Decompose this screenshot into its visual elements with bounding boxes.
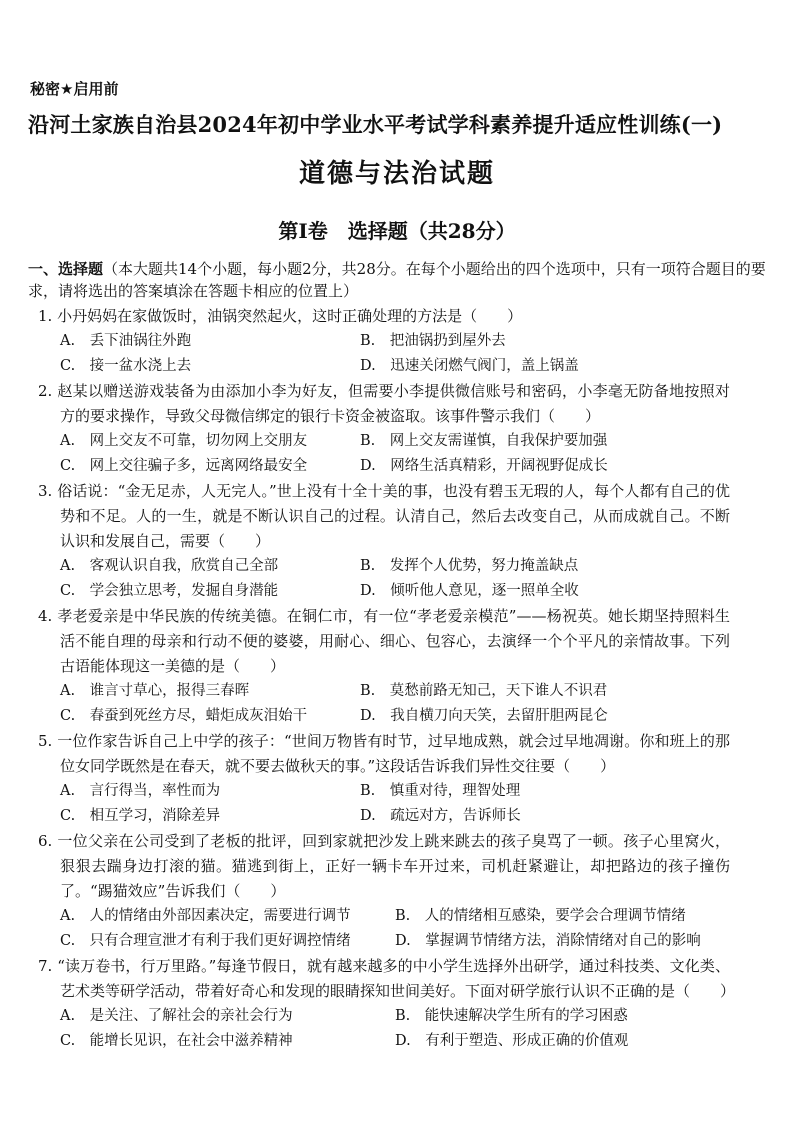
option-c: C. 春蚕到死丝方尽，蜡炬成灰泪始干	[60, 708, 308, 724]
option-c: C. 能增长见识，在社会中滋养精神	[60, 1033, 293, 1049]
question-stem: 7. “读万卷书，行万里路。”每逢节假日，就有越来越多的中小学生选择外出研学，通过科技类、文化类、艺术类等研学活动，带着好奇心和发现的眼睛探知世间美好。下面对研学旅行认识不正确的是（ ）	[38, 957, 736, 1000]
section-instructions	[28, 258, 768, 302]
confidential-label: 秘密★启用前	[30, 80, 119, 98]
exam-main-title: 沿河土家族自治县2024年初中学业水平考试学科素养提升适应性训练(一)	[28, 112, 723, 137]
option-a: A. 丢下油锅往外跑	[60, 333, 192, 349]
question-1	[38, 304, 730, 379]
option-d: D. 倾听他人意见，逐一照单全收	[360, 583, 579, 599]
option-b: B. 莫愁前路无知己，天下谁人不识君	[360, 683, 608, 699]
option-b: B. 人的情绪相互感染，要学会合理调节情绪	[395, 908, 686, 924]
question-number: 2.	[38, 382, 53, 400]
option-c: C. 接一盆水浇上去	[60, 358, 192, 374]
option-c: C. 学会独立思考，发掘自身潜能	[60, 583, 279, 599]
option-d: D. 有利于塑造、形成正确的价值观	[395, 1033, 629, 1049]
question-number: 6.	[38, 832, 53, 850]
option-d: D. 疏远对方，告诉师长	[360, 808, 521, 824]
question-stem: 3. 俗话说：“金无足赤，人无完人。”世上没有十全十美的事，也没有碧玉无瑕的人，每个人都有自己的优势和不足。人的一生，就是不断认识自己的过程。认清自己，然后去改变自己，从而成就自己。不断认识和发展自己，需要（ ）	[38, 482, 730, 550]
question-7	[38, 954, 736, 1054]
option-a: A. 是关注、了解社会的亲社会行为	[60, 1008, 293, 1024]
option-d: D. 网络生活真精彩，开阔视野促成长	[360, 458, 608, 474]
question-stem: 6. 一位父亲在公司受到了老板的批评，回到家就把沙发上跳来跳去的孩子臭骂了一顿。孩子心里窝火，狠狠去踹身边打滚的猫。猫逃到街上，正好一辆卡车开过来，司机赶紧避让，却把路边的孩子撞伤了。“踢猫效应”告诉我们（ ）	[38, 832, 730, 900]
option-a: A. 谁言寸草心，报得三春晖	[60, 683, 250, 699]
question-3	[38, 479, 730, 604]
option-d: D. 迅速关闭燃气阀门，盖上锅盖	[360, 358, 579, 374]
question-number: 7.	[38, 957, 53, 975]
option-a: A. 客观认识自我，欣赏自己全部	[60, 558, 279, 574]
question-list	[0, 304, 794, 1054]
option-c: C. 相互学习，消除差异	[60, 808, 221, 824]
section-text: （本大题共14个小题，每小题2分，共28分。在每个小题给出的四个选项中，只有一项符合题目的要求，请将选出的答案填涂在答题卡相应的位置上）	[28, 260, 766, 300]
volume-title: 第Ⅰ卷 选择题（共28分）	[278, 219, 516, 243]
option-c: C. 网上交往骗子多，远离网络最安全	[60, 458, 308, 474]
question-2	[38, 379, 730, 479]
question-number: 3.	[38, 482, 53, 500]
question-4	[38, 604, 730, 729]
question-6	[38, 829, 730, 954]
option-b: B. 发挥个人优势，努力掩盖缺点	[360, 558, 579, 574]
question-5	[38, 729, 730, 829]
option-b: B. 把油锅扔到屋外去	[360, 333, 506, 349]
question-stem: 1. 小丹妈妈在家做饭时，油锅突然起火，这时正确处理的方法是（ ）	[38, 307, 523, 325]
question-number: 4.	[38, 607, 53, 625]
option-a: A. 网上交友不可靠，切勿网上交朋友	[60, 433, 308, 449]
subject-title: 道德与法治试题	[298, 159, 495, 189]
question-number: 1.	[38, 307, 53, 325]
option-d: D. 我自横刀向天笑，去留肝胆两昆仑	[360, 708, 608, 724]
question-number: 5.	[38, 732, 53, 750]
option-b: B. 慎重对待，理智处理	[360, 783, 521, 799]
option-a: A. 言行得当，率性而为	[60, 783, 221, 799]
option-c: C. 只有合理宣泄才有利于我们更好调控情绪	[60, 933, 351, 949]
section-lead: 一、选择题	[28, 260, 104, 278]
option-a: A. 人的情绪由外部因素决定，需要进行调节	[60, 908, 351, 924]
question-stem: 2. 赵某以赠送游戏装备为由添加小李为好友，但需要小李提供微信账号和密码，小李毫无防备地按照对方的要求操作，导致父母微信绑定的银行卡资金被盗取。该事件警示我们（ ）	[38, 382, 730, 425]
option-d: D. 掌握调节情绪方法，消除情绪对自己的影响	[395, 933, 701, 949]
option-b: B. 能快速解决学生所有的学习困惑	[395, 1008, 628, 1024]
option-b: B. 网上交友需谨慎，自我保护要加强	[360, 433, 608, 449]
question-stem: 4. 孝老爱亲是中华民族的传统美德。在铜仁市，有一位“孝老爱亲模范”——杨祝英。她长期坚持照料生活不能自理的母亲和行动不便的婆婆，用耐心、细心、包容心，去演绎一个个平凡的亲情故事。下列古语能体现这一美德的是（ ）	[38, 607, 730, 675]
question-stem: 5. 一位作家告诉自己上中学的孩子：“世间万物皆有时节，过早地成熟，就会过早地凋谢。你和班上的那位女同学既然是在春天，就不要去做秋天的事。”这段话告诉我们异性交往要（ ）	[38, 732, 730, 775]
